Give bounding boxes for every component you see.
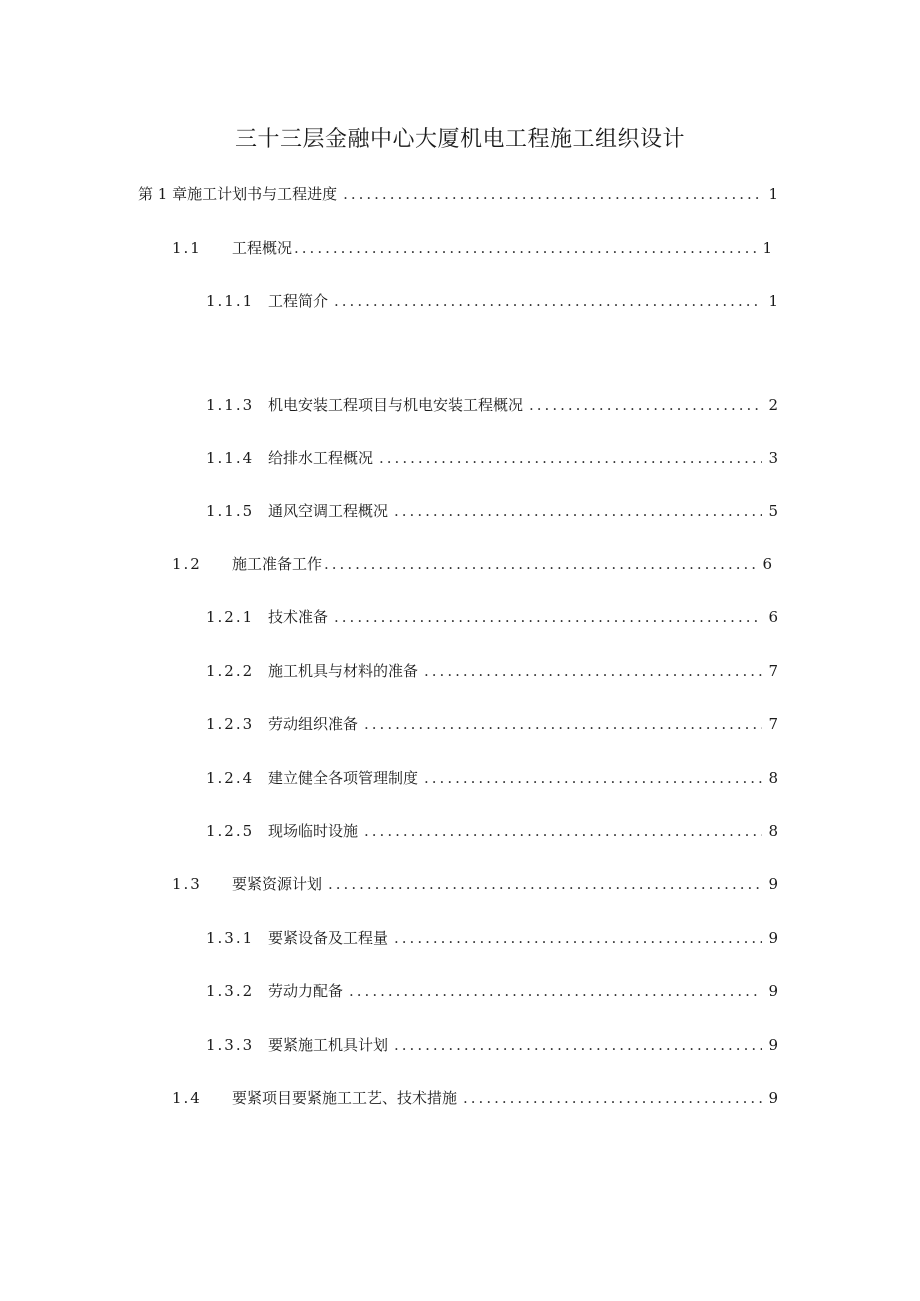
toc-entry-text: 施工机具与材料的准备 bbox=[268, 662, 419, 680]
toc-entry-text: 通风空调工程概况 bbox=[268, 502, 389, 520]
toc-page-number: 6 bbox=[768, 608, 778, 626]
toc-entry-text: 第 1 章施工计划书与工程进度 bbox=[138, 185, 338, 203]
toc-leader-dots bbox=[394, 500, 762, 522]
toc-entry-chapter-1[interactable] bbox=[138, 183, 778, 205]
toc-leader-dots bbox=[379, 447, 762, 469]
toc-leader-dots bbox=[394, 927, 762, 949]
toc-leader-dots bbox=[324, 553, 756, 575]
toc-entry-1-1-4[interactable] bbox=[206, 447, 778, 469]
toc-entry-text: 机电安装工程项目与机电安装工程概况 bbox=[268, 396, 524, 414]
toc-leader-dots bbox=[424, 660, 762, 682]
toc-leader-dots bbox=[364, 713, 762, 735]
toc-leader-dots bbox=[343, 183, 762, 205]
toc-section-number: 1.2.1 bbox=[206, 608, 255, 626]
document-title: 三十三层金融中心大厦机电工程施工组织设计 bbox=[234, 127, 685, 152]
toc-entry-1-3-3[interactable] bbox=[206, 1034, 778, 1056]
toc-entry-1-2-2[interactable] bbox=[206, 660, 778, 682]
toc-section-number: 1.1 bbox=[172, 239, 202, 257]
toc-section-number: 1.3.1 bbox=[206, 929, 255, 947]
toc-entry-1-4[interactable] bbox=[172, 1087, 778, 1109]
toc-page-number: 9 bbox=[768, 1036, 778, 1054]
toc-page-number: 1 bbox=[762, 239, 772, 257]
toc-section-number: 1.3.3 bbox=[206, 1036, 255, 1054]
toc-page-number: 7 bbox=[768, 715, 778, 733]
toc-entry-1-3-1[interactable] bbox=[206, 927, 778, 949]
toc-entry-1-1-3[interactable] bbox=[206, 394, 778, 416]
toc-entry-text: 要紧资源计划 bbox=[232, 875, 323, 893]
toc-section-number: 1.3 bbox=[172, 875, 202, 893]
toc-entry-1-2-1[interactable] bbox=[206, 606, 778, 628]
toc-leader-dots bbox=[364, 820, 762, 842]
toc-leader-dots bbox=[529, 394, 762, 416]
toc-section-number: 1.4 bbox=[172, 1089, 202, 1107]
toc-entry-1-1-5[interactable] bbox=[206, 500, 778, 522]
toc-page-number: 9 bbox=[768, 1089, 778, 1107]
toc-section-number: 1.2 bbox=[172, 555, 202, 573]
toc-leader-dots bbox=[424, 767, 762, 789]
toc-leader-dots bbox=[463, 1087, 762, 1109]
toc-entry-1-3-2[interactable] bbox=[206, 980, 778, 1002]
toc-entry-text: 劳动力配备 bbox=[268, 982, 344, 1000]
toc-section-number: 1.1.1 bbox=[206, 292, 255, 310]
toc-page-number: 9 bbox=[768, 982, 778, 1000]
toc-entry-text: 建立健全各项管理制度 bbox=[268, 769, 419, 787]
toc-page-number: 5 bbox=[768, 502, 778, 520]
toc-page-number: 8 bbox=[768, 769, 778, 787]
toc-section-number: 1.1.4 bbox=[206, 449, 255, 467]
toc-section-number: 1.3.2 bbox=[206, 982, 255, 1000]
toc-leader-dots bbox=[334, 290, 762, 312]
toc-entry-text: 施工准备工作 bbox=[232, 555, 323, 573]
toc-leader-dots bbox=[334, 606, 762, 628]
toc-leader-dots bbox=[349, 980, 762, 1002]
toc-page-number: 8 bbox=[768, 822, 778, 840]
toc-section-number: 1.1.3 bbox=[206, 396, 255, 414]
toc-page-number: 6 bbox=[762, 555, 772, 573]
toc-leader-dots bbox=[394, 1034, 762, 1056]
toc-page-number: 9 bbox=[768, 875, 778, 893]
toc-entry-text: 要紧设备及工程量 bbox=[268, 929, 389, 947]
toc-entry-text: 劳动组织准备 bbox=[268, 715, 359, 733]
toc-entry-1-2-3[interactable] bbox=[206, 713, 778, 735]
toc-entry-text: 工程概况 bbox=[232, 239, 293, 257]
toc-leader-dots bbox=[294, 237, 756, 259]
toc-section-number: 1.2.4 bbox=[206, 769, 255, 787]
toc-page-number: 1 bbox=[768, 292, 778, 310]
toc-section-number: 1.2.2 bbox=[206, 662, 255, 680]
toc-section-number: 1.2.5 bbox=[206, 822, 255, 840]
toc-leader-dots bbox=[328, 873, 762, 895]
toc-entry-1-2[interactable] bbox=[172, 553, 772, 575]
toc-entry-text: 要紧项目要紧施工工艺、技术措施 bbox=[232, 1089, 458, 1107]
toc-entry-1-2-5[interactable] bbox=[206, 820, 778, 842]
toc-entry-text: 工程简介 bbox=[268, 292, 329, 310]
toc-page-number: 1 bbox=[768, 185, 778, 203]
toc-entry-text: 给排水工程概况 bbox=[268, 449, 374, 467]
toc-entry-1-1[interactable] bbox=[172, 237, 772, 259]
toc-page-number: 3 bbox=[768, 449, 778, 467]
toc-section-number: 1.1.5 bbox=[206, 502, 255, 520]
toc-entry-text: 技术准备 bbox=[268, 608, 329, 626]
toc-page-number: 2 bbox=[768, 396, 778, 414]
toc-entry-1-2-4[interactable] bbox=[206, 767, 778, 789]
toc-page-number: 7 bbox=[768, 662, 778, 680]
toc-entry-1-1-1[interactable] bbox=[206, 290, 778, 312]
toc-entry-text: 要紧施工机具计划 bbox=[268, 1036, 389, 1054]
toc-section-number: 1.2.3 bbox=[206, 715, 255, 733]
toc-page-number: 9 bbox=[768, 929, 778, 947]
toc-entry-text: 现场临时设施 bbox=[268, 822, 359, 840]
toc-entry-1-3[interactable] bbox=[172, 873, 778, 895]
